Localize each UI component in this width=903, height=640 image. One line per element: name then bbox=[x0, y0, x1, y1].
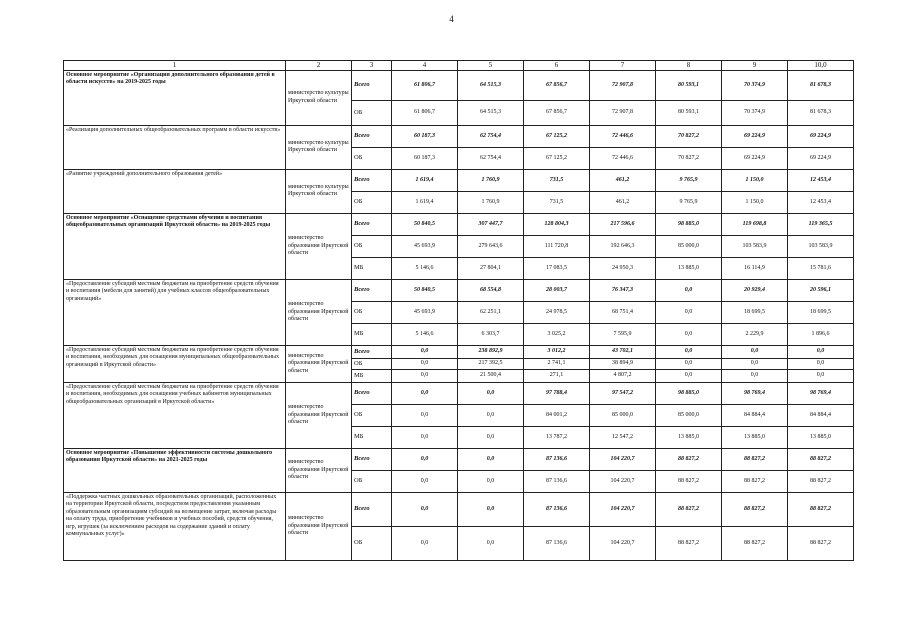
activity-name: «Предоставление субсидий местным бюджетам на приобретение средств обучения и воспитания (мебели для занятий) для учебных классов общеобразовательных организаций» bbox=[64, 279, 286, 345]
amount-cell: 1 619,4 bbox=[392, 191, 458, 213]
amount-cell: 461,2 bbox=[590, 191, 656, 213]
amount-cell: 3 012,2 bbox=[524, 345, 590, 358]
funding-source: МБ bbox=[352, 323, 392, 345]
amount-cell: 50 840,5 bbox=[392, 213, 458, 235]
funding-source: ОБ bbox=[352, 358, 392, 369]
amount-cell: 119 698,8 bbox=[722, 213, 788, 235]
amount-cell: 88 827,2 bbox=[722, 492, 788, 526]
amount-cell: 12 453,4 bbox=[788, 191, 854, 213]
amount-cell: 731,5 bbox=[524, 169, 590, 191]
table-row bbox=[64, 345, 854, 358]
amount-cell: 88 827,2 bbox=[656, 470, 722, 492]
amount-cell: 0,0 bbox=[788, 358, 854, 369]
amount-cell: 21 500,4 bbox=[458, 369, 524, 382]
amount-cell: 5 146,6 bbox=[392, 257, 458, 279]
amount-cell: 0,0 bbox=[722, 345, 788, 358]
amount-cell: 0,0 bbox=[392, 492, 458, 526]
amount-cell: 0,0 bbox=[656, 345, 722, 358]
amount-cell: 67 125,2 bbox=[524, 147, 590, 169]
activity-name: «Реализация дополнительных общеобразовательных программ в области искусств» bbox=[64, 125, 286, 169]
amount-cell: 1 760,9 bbox=[458, 191, 524, 213]
amount-cell: 61 806,7 bbox=[392, 100, 458, 125]
amount-cell: 7 595,9 bbox=[590, 323, 656, 345]
amount-cell: 13 885,0 bbox=[656, 426, 722, 448]
header-cell: 10,0 bbox=[788, 61, 854, 71]
table-row bbox=[64, 492, 854, 526]
amount-cell: 15 781,6 bbox=[788, 257, 854, 279]
amount-cell: 103 583,9 bbox=[722, 235, 788, 257]
amount-cell: 60 187,3 bbox=[392, 125, 458, 147]
responsible-department: министерство культуры Иркутской области bbox=[286, 70, 352, 125]
amount-cell: 16 114,9 bbox=[722, 257, 788, 279]
funding-source: ОБ bbox=[352, 100, 392, 125]
amount-cell: 87 136,6 bbox=[524, 470, 590, 492]
amount-cell: 217 596,6 bbox=[590, 213, 656, 235]
amount-cell: 70 827,2 bbox=[656, 147, 722, 169]
amount-cell: 85 000,0 bbox=[590, 404, 656, 426]
amount-cell: 69 224,9 bbox=[788, 147, 854, 169]
activity-name: «Предоставление субсидий местным бюджетам на приобретение средств обучения и воспитания, необходимых для оснащения учебных кабинетов муниципальных общеобразовательных организаций в Иркутской области» bbox=[64, 382, 286, 448]
amount-cell: 0,0 bbox=[458, 526, 524, 560]
activity-name: Основное мероприятие «Оснащение средствами обучения и воспитания общеобразовательных организаций Иркутской области» на 2019-2025 годы bbox=[64, 213, 286, 279]
amount-cell: 67 125,2 bbox=[524, 125, 590, 147]
amount-cell: 104 220,7 bbox=[590, 470, 656, 492]
amount-cell: 0,0 bbox=[458, 448, 524, 470]
funding-source: ОБ bbox=[352, 191, 392, 213]
amount-cell: 0,0 bbox=[392, 382, 458, 404]
funding-source: ОБ bbox=[352, 526, 392, 560]
amount-cell: 13 885,0 bbox=[656, 257, 722, 279]
amount-cell: 88 827,2 bbox=[722, 448, 788, 470]
amount-cell: 85 000,0 bbox=[656, 404, 722, 426]
amount-cell: 84 884,4 bbox=[788, 404, 854, 426]
amount-cell: 81 678,3 bbox=[788, 70, 854, 100]
amount-cell: 17 083,5 bbox=[524, 257, 590, 279]
amount-cell: 0,0 bbox=[392, 526, 458, 560]
amount-cell: 81 678,3 bbox=[788, 100, 854, 125]
amount-cell: 0,0 bbox=[722, 369, 788, 382]
amount-cell: 24 978,5 bbox=[524, 301, 590, 323]
amount-cell: 192 646,3 bbox=[590, 235, 656, 257]
amount-cell: 1 760,9 bbox=[458, 169, 524, 191]
header-cell: 3 bbox=[352, 61, 392, 71]
amount-cell: 97 788,4 bbox=[524, 382, 590, 404]
amount-cell: 20 596,1 bbox=[788, 279, 854, 301]
amount-cell: 70 374,9 bbox=[722, 100, 788, 125]
amount-cell: 5 146,6 bbox=[392, 323, 458, 345]
amount-cell: 88 827,2 bbox=[656, 492, 722, 526]
responsible-department: министерство образования Иркутской области bbox=[286, 345, 352, 382]
amount-cell: 0,0 bbox=[392, 358, 458, 369]
amount-cell: 50 840,5 bbox=[392, 279, 458, 301]
amount-cell: 6 303,7 bbox=[458, 323, 524, 345]
amount-cell: 104 220,7 bbox=[590, 526, 656, 560]
amount-cell: 88 827,2 bbox=[788, 526, 854, 560]
amount-cell: 104 220,7 bbox=[590, 492, 656, 526]
amount-cell: 2 229,9 bbox=[722, 323, 788, 345]
amount-cell: 238 892,9 bbox=[458, 345, 524, 358]
amount-cell: 61 806,7 bbox=[392, 70, 458, 100]
amount-cell: 13 885,0 bbox=[722, 426, 788, 448]
amount-cell: 0,0 bbox=[392, 404, 458, 426]
responsible-department: министерство культуры Иркутской области bbox=[286, 125, 352, 169]
budget-table bbox=[63, 60, 854, 561]
responsible-department: министерство образования Иркутской области bbox=[286, 448, 352, 492]
amount-cell: 0,0 bbox=[458, 470, 524, 492]
amount-cell: 104 220,7 bbox=[590, 448, 656, 470]
amount-cell: 4 807,2 bbox=[590, 369, 656, 382]
amount-cell: 217 392,5 bbox=[458, 358, 524, 369]
amount-cell: 0,0 bbox=[392, 369, 458, 382]
amount-cell: 1 896,6 bbox=[788, 323, 854, 345]
amount-cell: 62 754,4 bbox=[458, 147, 524, 169]
amount-cell: 0,0 bbox=[656, 358, 722, 369]
responsible-department: министерство культуры Иркутской области bbox=[286, 169, 352, 213]
amount-cell: 97 547,2 bbox=[590, 382, 656, 404]
amount-cell: 88 827,2 bbox=[722, 470, 788, 492]
funding-source: ОБ bbox=[352, 235, 392, 257]
table-row bbox=[64, 70, 854, 100]
funding-source: МБ bbox=[352, 257, 392, 279]
amount-cell: 9 765,9 bbox=[656, 191, 722, 213]
amount-cell: 87 136,6 bbox=[524, 492, 590, 526]
amount-cell: 64 515,3 bbox=[458, 70, 524, 100]
amount-cell: 70 827,2 bbox=[656, 125, 722, 147]
funding-source: Всего bbox=[352, 492, 392, 526]
amount-cell: 64 515,3 bbox=[458, 100, 524, 125]
amount-cell: 2 741,1 bbox=[524, 358, 590, 369]
amount-cell: 12 547,2 bbox=[590, 426, 656, 448]
amount-cell: 1 150,0 bbox=[722, 191, 788, 213]
table-row bbox=[64, 382, 854, 404]
amount-cell: 98 885,0 bbox=[656, 382, 722, 404]
amount-cell: 69 224,9 bbox=[788, 125, 854, 147]
amount-cell: 85 000,0 bbox=[656, 235, 722, 257]
header-cell: 1 bbox=[64, 61, 286, 71]
responsible-department: министерство образования Иркутской области bbox=[286, 492, 352, 560]
amount-cell: 18 699,5 bbox=[788, 301, 854, 323]
amount-cell: 0,0 bbox=[788, 345, 854, 358]
amount-cell: 88 827,2 bbox=[656, 526, 722, 560]
responsible-department: министерство образования Иркутской области bbox=[286, 213, 352, 279]
amount-cell: 0,0 bbox=[392, 448, 458, 470]
amount-cell: 0,0 bbox=[458, 404, 524, 426]
amount-cell: 43 702,1 bbox=[590, 345, 656, 358]
responsible-department: министерство образования Иркутской области bbox=[286, 382, 352, 448]
funding-source: Всего bbox=[352, 345, 392, 358]
amount-cell: 70 374,9 bbox=[722, 70, 788, 100]
funding-source: МБ bbox=[352, 369, 392, 382]
amount-cell: 1 619,4 bbox=[392, 169, 458, 191]
activity-name: «Предоставление субсидий местным бюджетам на приобретение средств обучения и воспитания, необходимых для оснащения муниципальных общеобразовательных организаций в Иркутской области» bbox=[64, 345, 286, 382]
amount-cell: 0,0 bbox=[656, 323, 722, 345]
table-row bbox=[64, 448, 854, 470]
header-cell: 8 bbox=[656, 61, 722, 71]
funding-source: Всего bbox=[352, 125, 392, 147]
amount-cell: 24 950,3 bbox=[590, 257, 656, 279]
funding-source: Всего bbox=[352, 448, 392, 470]
amount-cell: 98 769,4 bbox=[722, 382, 788, 404]
page-number: 4 bbox=[449, 14, 454, 24]
amount-cell: 38 894,9 bbox=[590, 358, 656, 369]
amount-cell: 68 751,4 bbox=[590, 301, 656, 323]
amount-cell: 72 446,6 bbox=[590, 147, 656, 169]
amount-cell: 0,0 bbox=[392, 470, 458, 492]
amount-cell: 88 827,2 bbox=[722, 526, 788, 560]
amount-cell: 62 251,1 bbox=[458, 301, 524, 323]
table-row bbox=[64, 125, 854, 147]
activity-name: Основное мероприятие «Организация дополнительного образования детей в области искусств» на 2019-2025 годы bbox=[64, 70, 286, 125]
amount-cell: 3 025,2 bbox=[524, 323, 590, 345]
amount-cell: 84 001,2 bbox=[524, 404, 590, 426]
amount-cell: 45 693,9 bbox=[392, 235, 458, 257]
header-cell: 9 bbox=[722, 61, 788, 71]
amount-cell: 0,0 bbox=[788, 369, 854, 382]
table-body bbox=[64, 70, 854, 560]
amount-cell: 9 765,9 bbox=[656, 169, 722, 191]
amount-cell: 88 827,2 bbox=[788, 492, 854, 526]
table-row bbox=[64, 279, 854, 301]
amount-cell: 72 907,8 bbox=[590, 100, 656, 125]
amount-cell: 80 593,1 bbox=[656, 100, 722, 125]
funding-source: Всего bbox=[352, 382, 392, 404]
table-row bbox=[64, 213, 854, 235]
funding-source: МБ bbox=[352, 426, 392, 448]
amount-cell: 271,1 bbox=[524, 369, 590, 382]
table-row bbox=[64, 169, 854, 191]
amount-cell: 0,0 bbox=[392, 426, 458, 448]
amount-cell: 88 827,2 bbox=[788, 470, 854, 492]
amount-cell: 27 804,1 bbox=[458, 257, 524, 279]
amount-cell: 62 754,4 bbox=[458, 125, 524, 147]
amount-cell: 76 347,3 bbox=[590, 279, 656, 301]
funding-source: Всего bbox=[352, 70, 392, 100]
amount-cell: 279 643,6 bbox=[458, 235, 524, 257]
amount-cell: 88 827,2 bbox=[656, 448, 722, 470]
amount-cell: 111 720,8 bbox=[524, 235, 590, 257]
amount-cell: 461,2 bbox=[590, 169, 656, 191]
amount-cell: 18 699,5 bbox=[722, 301, 788, 323]
amount-cell: 103 583,9 bbox=[788, 235, 854, 257]
amount-cell: 72 907,8 bbox=[590, 70, 656, 100]
amount-cell: 87 136,6 bbox=[524, 526, 590, 560]
header-cell: 7 bbox=[590, 61, 656, 71]
header-cell: 5 bbox=[458, 61, 524, 71]
amount-cell: 68 554,8 bbox=[458, 279, 524, 301]
funding-source: Всего bbox=[352, 279, 392, 301]
amount-cell: 0,0 bbox=[722, 358, 788, 369]
header-cell: 4 bbox=[392, 61, 458, 71]
amount-cell: 12 453,4 bbox=[788, 169, 854, 191]
amount-cell: 731,5 bbox=[524, 191, 590, 213]
amount-cell: 119 365,5 bbox=[788, 213, 854, 235]
amount-cell: 72 446,6 bbox=[590, 125, 656, 147]
header-cell: 6 bbox=[524, 61, 590, 71]
funding-source: ОБ bbox=[352, 301, 392, 323]
amount-cell: 98 769,4 bbox=[788, 382, 854, 404]
amount-cell: 0,0 bbox=[458, 426, 524, 448]
amount-cell: 28 003,7 bbox=[524, 279, 590, 301]
amount-cell: 69 224,9 bbox=[722, 125, 788, 147]
funding-source: Всего bbox=[352, 213, 392, 235]
funding-source: Всего bbox=[352, 169, 392, 191]
amount-cell: 45 693,9 bbox=[392, 301, 458, 323]
amount-cell: 88 827,2 bbox=[788, 448, 854, 470]
activity-name: «Развитие учреждений дополнительного образования детей» bbox=[64, 169, 286, 213]
amount-cell: 13 787,2 bbox=[524, 426, 590, 448]
header-row bbox=[64, 61, 854, 71]
amount-cell: 80 593,1 bbox=[656, 70, 722, 100]
funding-source: ОБ bbox=[352, 470, 392, 492]
header-cell: 2 bbox=[286, 61, 352, 71]
amount-cell: 0,0 bbox=[392, 345, 458, 358]
funding-source: ОБ bbox=[352, 147, 392, 169]
amount-cell: 0,0 bbox=[656, 279, 722, 301]
amount-cell: 60 187,3 bbox=[392, 147, 458, 169]
amount-cell: 67 856,7 bbox=[524, 100, 590, 125]
amount-cell: 307 447,7 bbox=[458, 213, 524, 235]
amount-cell: 98 885,0 bbox=[656, 213, 722, 235]
amount-cell: 1 150,0 bbox=[722, 169, 788, 191]
amount-cell: 0,0 bbox=[458, 382, 524, 404]
activity-name: Основное мероприятие «Повышение эффективности системы дошкольного образования Иркутской области» на 2021-2025 годы bbox=[64, 448, 286, 492]
amount-cell: 0,0 bbox=[656, 301, 722, 323]
responsible-department: министерство образования Иркутской области bbox=[286, 279, 352, 345]
amount-cell: 0,0 bbox=[656, 369, 722, 382]
amount-cell: 13 885,0 bbox=[788, 426, 854, 448]
amount-cell: 0,0 bbox=[458, 492, 524, 526]
activity-name: «Поддержка частных дошкольных образовательных организаций, расположенных на территории Иркутской области, посредством предоставления указанным образовательным организациям субсидий на возмещение затрат, включая расходы на оплату труда, приобретение учебников и учебных пособий, средств обучения, игр, игрушек (за исключением расходов на содержание зданий и оплату коммунальных услуг)» bbox=[64, 492, 286, 560]
amount-cell: 67 856,7 bbox=[524, 70, 590, 100]
amount-cell: 128 804,3 bbox=[524, 213, 590, 235]
amount-cell: 20 929,4 bbox=[722, 279, 788, 301]
funding-source: ОБ bbox=[352, 404, 392, 426]
amount-cell: 69 224,9 bbox=[722, 147, 788, 169]
amount-cell: 87 136,6 bbox=[524, 448, 590, 470]
amount-cell: 84 884,4 bbox=[722, 404, 788, 426]
